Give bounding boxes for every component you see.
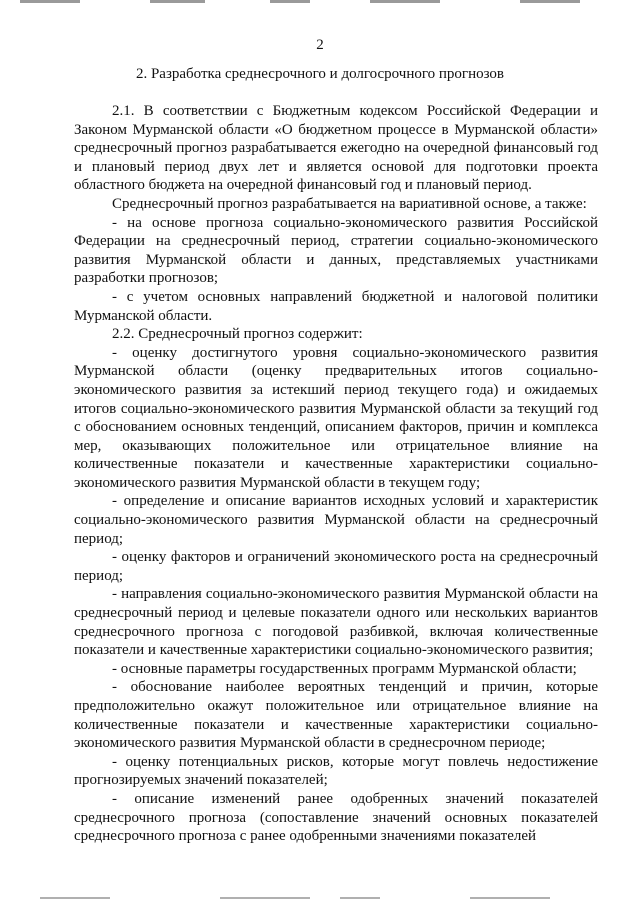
top-scan-artifact (0, 0, 640, 6)
paragraph: - определение и описание вариантов исходных условий и характеристик социально-экономического развития Мурманской области на среднесрочный период; (74, 493, 598, 547)
page-number: 2 (316, 37, 324, 53)
paragraph: - основные параметры государственных программ Мурманской области; (112, 660, 577, 677)
document-body (74, 102, 598, 846)
bottom-scan-artifact (0, 897, 640, 901)
paragraph: - оценку достигнутого уровня социально-экономического развития Мурманской области (оценку предварительных итогов социально-экономического развития за истекший период текущего года) и ожидаемых итогов социально-экономического развития Мурманской области за текущий год с обоснованием основных тенденций, описанием факторов, причин и комплекса мер, оказывающих положительное или отрицательное влияние на количественные показатели и качественные характеристики социально-экономического развития Мурманской области в текущем году; (74, 344, 598, 491)
paragraph: - оценку потенциальных рисков, которые могут повлечь недостижение прогнозируемых значений показателей; (74, 753, 598, 789)
paragraph: - с учетом основных направлений бюджетной и налоговой политики Мурманской области. (74, 288, 598, 324)
paragraph: - описание изменений ранее одобренных значений показателей среднесрочного прогноза (сопоставление значений основных показателей среднесрочного прогноза с ранее одобренными значениями показателей (74, 790, 598, 845)
paragraph: 2.2. Среднесрочный прогноз содержит: (112, 326, 363, 343)
paragraph: - обоснование наиболее вероятных тенденций и причин, которые предположительно окажут положительное или отрицательное влияние на количественные показатели и качественные характеристики социально-экономического развития Мурманской области в среднесрочном периоде; (74, 679, 598, 752)
section-heading: 2. Разработка среднесрочного и долгосрочного прогнозов (135, 66, 505, 82)
paragraph: - направления социально-экономического развития Мурманской области на среднесрочный период и целевые показатели одного или нескольких вариантов среднесрочного прогноза с погодовой разбивкой, включая количественные показатели и качественные характеристики социально-экономического развития; (74, 586, 598, 659)
paragraph: Среднесрочный прогноз разрабатывается на вариативной основе, а также: (112, 195, 587, 212)
paragraph: 2.1. В соответствии с Бюджетным кодексом Российской Федерации и Законом Мурманской области «О бюджетном процессе в Мурманской области» среднесрочный прогноз разрабатывается ежегодно на очередной финансовый год и плановый период двух лет и является основой для подготовки проекта областного бюджета на очередной финансовый год и плановый период. (74, 103, 598, 194)
paragraph: - оценку факторов и ограничений экономического роста на среднесрочный период; (74, 549, 598, 584)
paragraph: - на основе прогноза социально-экономического развития Российской Федерации на среднесрочный период, стратегии социально-экономического развития Мурманской области и данных, представляемых участниками разработки прогнозов; (74, 214, 598, 287)
